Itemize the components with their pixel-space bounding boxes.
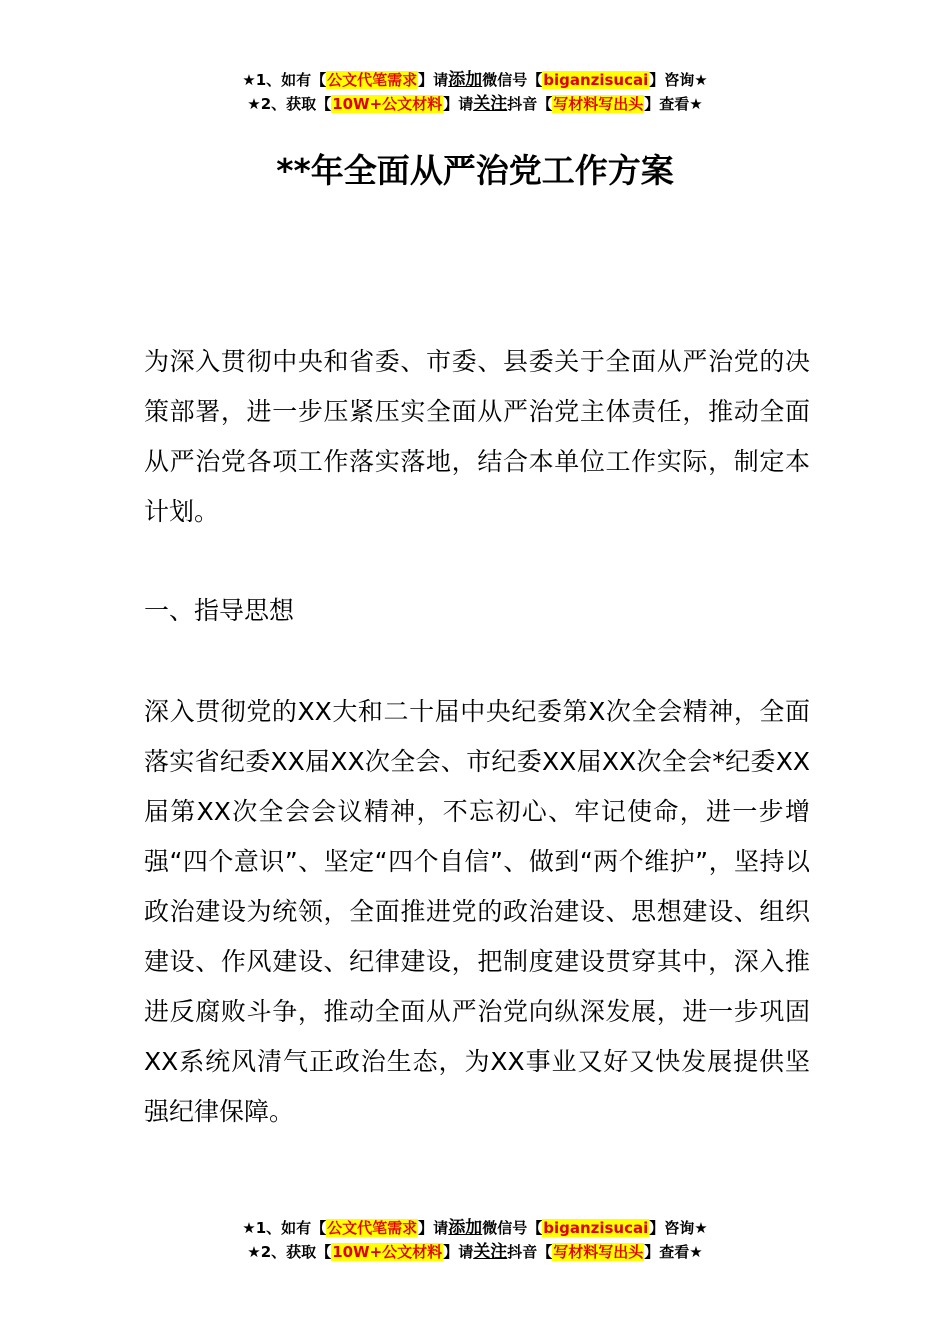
promo-line-1-text-2: 微信号【 (482, 71, 543, 89)
intro-paragraph: 为深入贯彻中央和省委、市委、县委关于全面从严治党的决策部署，进一步压紧压实全面从严治党主体责任，推动全面从严治党各项工作落实落地，结合本单位工作实际，制定本计划。 (144, 347, 810, 526)
promo-line-2-highlight-materials: 10W+公文材料 (332, 95, 443, 113)
promo-line-2 (0, 92, 950, 116)
guiding-ideology-paragraph: 深入贯彻党的XX大和二十届中央纪委第X次全会精神，全面落实省纪委XX届XX次全会、市纪委XX届XX次全会*纪委XX届第XX次全会会议精神，不忘初心、牢记使命，进一步增强“四个意识”、坚定“四个自信”、做到“两个维护”，坚持以政治建设为统领，全面推进党的政治建设、思想建设、组织建设、作风建设、纪律建设，把制度建设贯穿其中，深入推进反腐败斗争，推动全面从严治党向纵深发展，进一步巩固XX系统风清气正政治生态，为XX事业又好又快发展提供坚强纪律保障。 (144, 697, 810, 1126)
promo-line-1-text-2: 微信号【 (482, 1219, 543, 1237)
promo-line-2-prefix: ★2、获取【 (247, 1243, 332, 1261)
promo-line-2-highlight-douyin: 写材料写出头 (553, 1243, 644, 1261)
promo-line-1-highlight-wechat: biganzisucai (543, 1219, 649, 1237)
promo-line-1-highlight-service: 公文代笔需求 (327, 1219, 418, 1237)
promo-line-1-text: 】请 (418, 71, 449, 89)
promo-line-1-suffix: 】咨询★ (649, 1219, 708, 1237)
promo-line-1-emphasis: 添加 (448, 70, 483, 90)
footer-promo-banner (0, 1216, 950, 1264)
promo-line-2-suffix: 】查看★ (644, 1243, 703, 1261)
header-promo-banner (0, 68, 950, 116)
promo-line-1-highlight-service: 公文代笔需求 (327, 71, 418, 89)
promo-line-2-suffix: 】查看★ (644, 95, 703, 113)
document-title: **年全面从严治党工作方案 (276, 151, 674, 190)
promo-line-1-highlight-wechat: biganzisucai (543, 71, 649, 89)
promo-line-1-text: 】请 (418, 1219, 449, 1237)
promo-line-2-text: 】请 (443, 95, 474, 113)
promo-line-2-highlight-douyin: 写材料写出头 (553, 95, 644, 113)
promo-line-1-prefix: ★1、如有【 (242, 71, 327, 89)
promo-line-2-emphasis: 关注 (473, 94, 508, 114)
promo-line-1-emphasis: 添加 (448, 1218, 483, 1238)
section-heading-guiding-ideology: 一、指导思想 (144, 596, 295, 625)
promo-line-1-suffix: 】咨询★ (649, 71, 708, 89)
promo-line-2-text-2: 抖音【 (507, 95, 553, 113)
promo-line-2-text-2: 抖音【 (507, 1243, 553, 1261)
promo-line-2-highlight-materials: 10W+公文材料 (332, 1243, 443, 1261)
promo-line-1 (0, 68, 950, 92)
promo-line-1-prefix: ★1、如有【 (242, 1219, 327, 1237)
promo-line-2-prefix: ★2、获取【 (247, 95, 332, 113)
promo-line-2-text: 】请 (443, 1243, 474, 1261)
promo-line-1 (0, 1216, 950, 1240)
promo-line-2-emphasis: 关注 (473, 1242, 508, 1262)
promo-line-2 (0, 1240, 950, 1264)
